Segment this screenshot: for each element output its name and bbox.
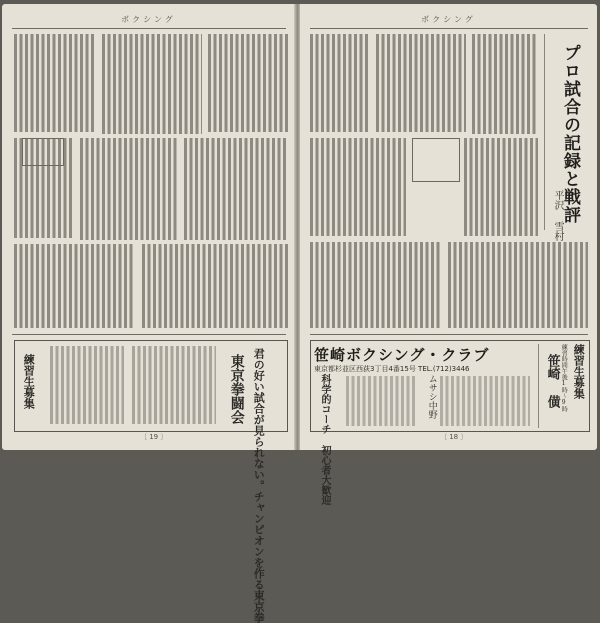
article-title: プロ試合の記録と戦評	[560, 44, 580, 224]
ad-club-title: 東京拳闘会	[228, 354, 245, 424]
text-column	[14, 34, 96, 132]
article-byline: 平沢 雪村	[552, 190, 563, 241]
text-column	[80, 138, 178, 240]
left-page	[2, 4, 295, 623]
ad-club-name: 笹崎ボクシング・クラブ	[314, 346, 490, 364]
text-column	[464, 138, 538, 236]
right-page	[300, 4, 597, 505]
text-column	[310, 242, 440, 328]
running-head-left: ボクシング	[121, 15, 176, 24]
page-number-right: 〔 18 〕	[440, 433, 468, 441]
ad-coach-name: ムサシ中野	[426, 374, 437, 419]
text-column	[208, 34, 288, 132]
ad-practice-heading: 練習生募集	[22, 354, 36, 409]
ad-manager: 笹崎 僙	[544, 354, 560, 408]
ad-details	[440, 376, 530, 426]
running-head-right: ボクシング	[421, 15, 476, 24]
text-column	[376, 34, 466, 132]
text-column	[310, 138, 406, 236]
ad-slogan: 科学的コーチ 初心者大歓迎	[319, 374, 330, 505]
text-column	[472, 34, 538, 134]
header-rule-left	[12, 28, 286, 29]
ad-slogan: 君の好い試合が見られない。チャンピオンを作る東京拳	[252, 348, 266, 623]
boxed-note	[412, 138, 460, 182]
boxed-note	[22, 138, 64, 166]
header-rule-right	[310, 28, 588, 29]
text-column	[184, 138, 288, 240]
ad-details	[50, 346, 124, 424]
ad-rule-right	[310, 334, 588, 335]
title-divider	[544, 34, 545, 230]
ad-rule-left	[12, 334, 286, 335]
ad-practice-heading: 練習生募集	[572, 344, 586, 399]
ad-details	[346, 376, 416, 426]
ad-address: 東京都杉並区西荻3丁目4番15号 TEL.(712)3446	[314, 365, 470, 373]
text-column	[448, 242, 588, 328]
ad-practice-hours: 練習時間午後1時〜9時	[560, 344, 568, 412]
text-column	[142, 244, 288, 328]
page-number-left: 〔 19 〕	[140, 433, 168, 441]
text-column	[310, 34, 370, 132]
ad-divider	[538, 344, 539, 428]
text-column	[14, 244, 134, 328]
ad-details	[132, 346, 216, 424]
text-column	[102, 34, 202, 134]
